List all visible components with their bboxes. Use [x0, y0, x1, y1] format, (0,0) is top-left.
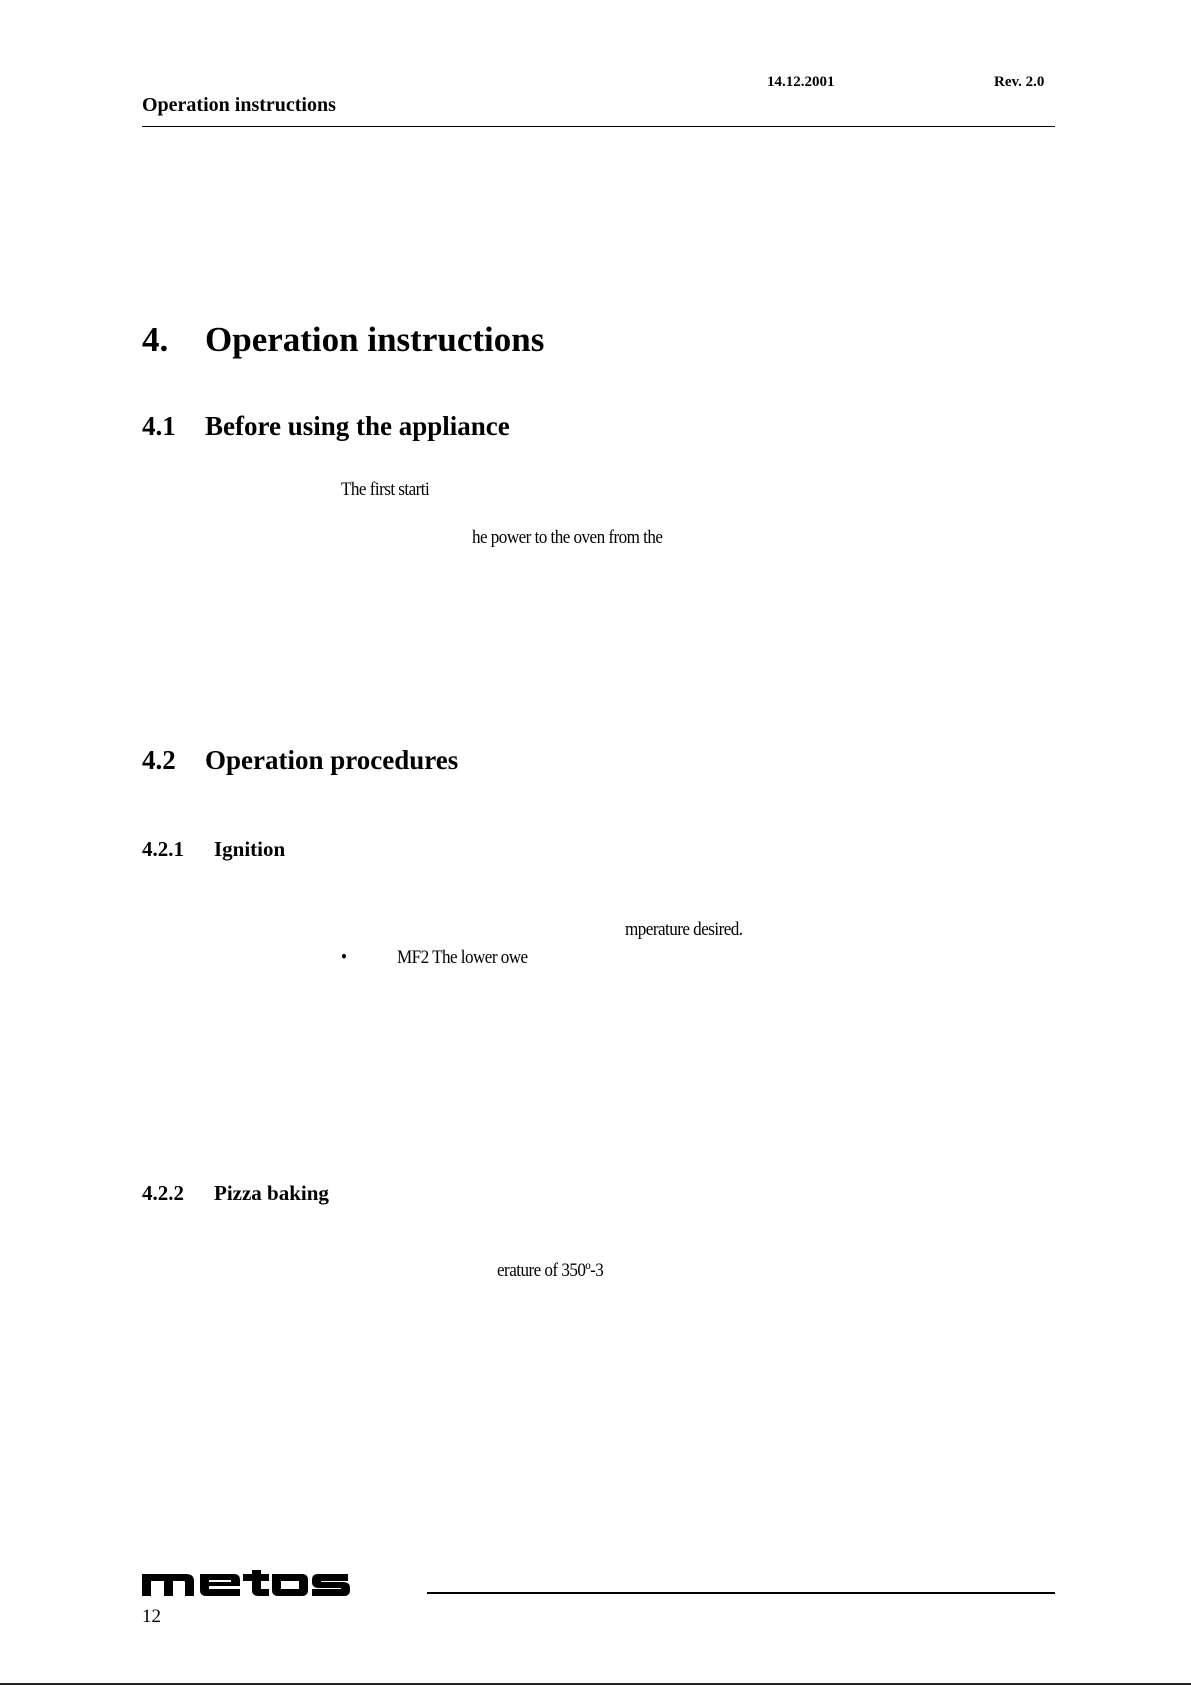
section-4-2-title: Operation procedures — [205, 745, 459, 775]
header-date: 14.12.2001 — [767, 74, 835, 90]
section-4-1-text-2: he power to the oven from the — [472, 527, 663, 548]
page-number: 12 — [142, 1606, 161, 1627]
header-rule — [142, 126, 1055, 127]
section-4-2-1-title: Ignition — [214, 837, 286, 861]
header-revision: Rev. 2.0 — [994, 74, 1045, 90]
section-4-1-title: Before using the appliance — [205, 411, 510, 441]
section-4-2-2-title: Pizza baking — [214, 1181, 329, 1205]
bullet-marker: • — [341, 947, 347, 968]
metos-logo — [142, 1570, 350, 1601]
header-title: Operation instructions — [142, 94, 336, 116]
section-4-2-1-number: 4.2.1 — [142, 837, 184, 861]
section-4-2-1-bullet-text: MF2 The lower owe — [397, 947, 528, 968]
section-4-2-2-number: 4.2.2 — [142, 1181, 184, 1205]
section-4-2-1-text-1: mperature desired. — [625, 919, 743, 940]
section-4-1-text-1: The first starti — [341, 479, 430, 500]
section-4-1-number: 4.1 — [142, 411, 176, 441]
section-4-2-number: 4.2 — [142, 745, 176, 775]
section-4-2-2-text-1: erature of 350º-3 — [497, 1260, 604, 1281]
footer-rule — [427, 1592, 1055, 1594]
section-4-number: 4. — [142, 320, 169, 359]
section-4-title: Operation instructions — [205, 320, 545, 359]
metos-logo-mark — [142, 1570, 350, 1596]
